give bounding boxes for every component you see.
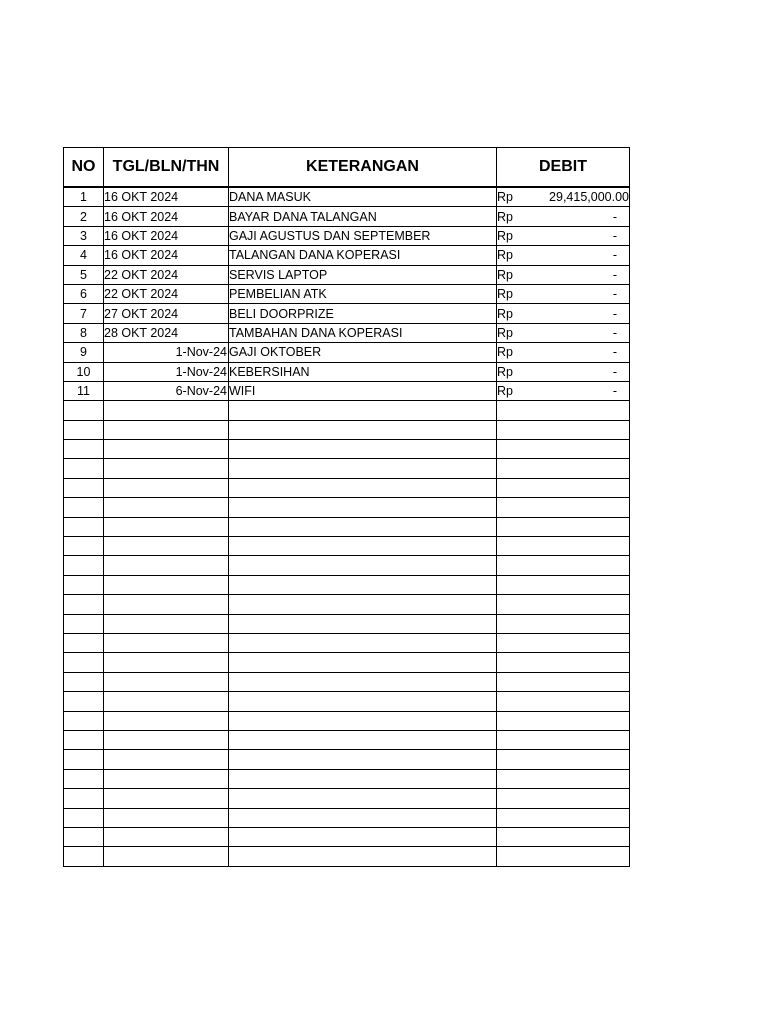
empty-cell-currency[interactable] bbox=[497, 575, 537, 594]
cell-no[interactable]: 3 bbox=[64, 226, 104, 245]
header-row bbox=[64, 148, 630, 188]
empty-cell-amount[interactable] bbox=[537, 827, 630, 846]
empty-table-row bbox=[64, 478, 630, 497]
empty-cell-currency[interactable] bbox=[497, 827, 537, 846]
empty-cell-date[interactable] bbox=[104, 614, 229, 633]
empty-cell-no[interactable] bbox=[64, 556, 104, 575]
cell-amount[interactable]: - bbox=[537, 246, 630, 265]
empty-cell-description[interactable] bbox=[229, 730, 497, 749]
cell-date[interactable]: 27 OKT 2024 bbox=[104, 304, 229, 323]
empty-cell-no[interactable] bbox=[64, 537, 104, 556]
empty-cell-no[interactable] bbox=[64, 517, 104, 536]
empty-cell-date[interactable] bbox=[104, 440, 229, 459]
empty-table-row bbox=[64, 556, 630, 575]
empty-cell-no[interactable] bbox=[64, 459, 104, 478]
empty-table-row bbox=[64, 575, 630, 594]
cell-no[interactable]: 8 bbox=[64, 323, 104, 342]
empty-cell-description[interactable] bbox=[229, 459, 497, 478]
cell-currency[interactable]: Rp bbox=[497, 187, 537, 207]
empty-cell-description[interactable] bbox=[229, 827, 497, 846]
empty-cell-amount[interactable] bbox=[537, 769, 630, 788]
cell-description[interactable]: KEBERSIHAN bbox=[229, 362, 497, 381]
empty-table-row bbox=[64, 517, 630, 536]
table-row bbox=[64, 304, 630, 323]
empty-cell-no[interactable] bbox=[64, 498, 104, 517]
empty-table-row bbox=[64, 420, 630, 439]
empty-cell-currency[interactable] bbox=[497, 672, 537, 691]
cell-date[interactable]: 1-Nov-24 bbox=[104, 343, 229, 362]
empty-cell-currency[interactable] bbox=[497, 847, 537, 866]
header-debit[interactable]: DEBIT bbox=[497, 148, 630, 188]
cell-no[interactable]: 1 bbox=[64, 187, 104, 207]
empty-table-row bbox=[64, 847, 630, 866]
cell-amount[interactable]: - bbox=[537, 323, 630, 342]
empty-cell-no[interactable] bbox=[64, 750, 104, 769]
empty-cell-currency[interactable] bbox=[497, 556, 537, 575]
empty-cell-currency[interactable] bbox=[497, 808, 537, 827]
empty-cell-date[interactable] bbox=[104, 827, 229, 846]
empty-cell-description[interactable] bbox=[229, 595, 497, 614]
cell-description[interactable]: BELI DOORPRIZE bbox=[229, 304, 497, 323]
empty-cell-no[interactable] bbox=[64, 478, 104, 497]
empty-cell-amount[interactable] bbox=[537, 847, 630, 866]
cell-date[interactable]: 6-Nov-24 bbox=[104, 381, 229, 400]
empty-cell-amount[interactable] bbox=[537, 420, 630, 439]
empty-cell-currency[interactable] bbox=[497, 653, 537, 672]
empty-cell-currency[interactable] bbox=[497, 498, 537, 517]
empty-cell-date[interactable] bbox=[104, 420, 229, 439]
empty-cell-amount[interactable] bbox=[537, 653, 630, 672]
empty-cell-description[interactable] bbox=[229, 633, 497, 652]
empty-cell-amount[interactable] bbox=[537, 537, 630, 556]
header-no[interactable]: NO bbox=[64, 148, 104, 188]
empty-table-row bbox=[64, 750, 630, 769]
empty-cell-description[interactable] bbox=[229, 517, 497, 536]
empty-cell-no[interactable] bbox=[64, 847, 104, 866]
empty-cell-date[interactable] bbox=[104, 847, 229, 866]
empty-cell-amount[interactable] bbox=[537, 459, 630, 478]
empty-cell-no[interactable] bbox=[64, 789, 104, 808]
empty-cell-description[interactable] bbox=[229, 692, 497, 711]
cell-date[interactable]: 1-Nov-24 bbox=[104, 362, 229, 381]
empty-table-row bbox=[64, 459, 630, 478]
empty-cell-currency[interactable] bbox=[497, 595, 537, 614]
empty-cell-no[interactable] bbox=[64, 614, 104, 633]
empty-table-row bbox=[64, 730, 630, 749]
empty-cell-no[interactable] bbox=[64, 692, 104, 711]
empty-cell-amount[interactable] bbox=[537, 692, 630, 711]
empty-cell-date[interactable] bbox=[104, 478, 229, 497]
cell-amount[interactable]: 29,415,000.00 bbox=[537, 187, 630, 207]
empty-cell-amount[interactable] bbox=[537, 556, 630, 575]
empty-cell-no[interactable] bbox=[64, 401, 104, 420]
empty-cell-currency[interactable] bbox=[497, 440, 537, 459]
empty-cell-date[interactable] bbox=[104, 711, 229, 730]
cell-date[interactable]: 16 OKT 2024 bbox=[104, 246, 229, 265]
cell-date[interactable]: 28 OKT 2024 bbox=[104, 323, 229, 342]
cell-date[interactable]: 16 OKT 2024 bbox=[104, 226, 229, 245]
cell-currency[interactable]: Rp bbox=[497, 381, 537, 400]
empty-table-row bbox=[64, 440, 630, 459]
empty-cell-description[interactable] bbox=[229, 672, 497, 691]
cell-date[interactable]: 22 OKT 2024 bbox=[104, 284, 229, 303]
empty-cell-description[interactable] bbox=[229, 556, 497, 575]
empty-table-row bbox=[64, 614, 630, 633]
empty-cell-date[interactable] bbox=[104, 672, 229, 691]
empty-cell-amount[interactable] bbox=[537, 498, 630, 517]
cell-description[interactable]: GAJI OKTOBER bbox=[229, 343, 497, 362]
table-row bbox=[64, 343, 630, 362]
cell-description[interactable]: TAMBAHAN DANA KOPERASI bbox=[229, 323, 497, 342]
spreadsheet-sheet bbox=[63, 147, 630, 867]
cell-currency[interactable]: Rp bbox=[497, 304, 537, 323]
empty-cell-description[interactable] bbox=[229, 614, 497, 633]
cell-description[interactable]: GAJI AGUSTUS DAN SEPTEMBER bbox=[229, 226, 497, 245]
cell-currency[interactable]: Rp bbox=[497, 265, 537, 284]
empty-cell-date[interactable] bbox=[104, 653, 229, 672]
cell-no[interactable]: 10 bbox=[64, 362, 104, 381]
empty-cell-date[interactable] bbox=[104, 692, 229, 711]
empty-cell-currency[interactable] bbox=[497, 478, 537, 497]
empty-cell-amount[interactable] bbox=[537, 672, 630, 691]
table-header bbox=[64, 148, 630, 188]
empty-cell-no[interactable] bbox=[64, 420, 104, 439]
empty-cell-date[interactable] bbox=[104, 750, 229, 769]
cell-amount[interactable]: - bbox=[537, 226, 630, 245]
empty-table-row bbox=[64, 789, 630, 808]
cell-description[interactable]: PEMBELIAN ATK bbox=[229, 284, 497, 303]
table-body bbox=[64, 187, 630, 866]
empty-table-row bbox=[64, 711, 630, 730]
empty-cell-date[interactable] bbox=[104, 498, 229, 517]
cell-description[interactable]: WIFI bbox=[229, 381, 497, 400]
empty-cell-date[interactable] bbox=[104, 633, 229, 652]
cell-date[interactable]: 16 OKT 2024 bbox=[104, 207, 229, 226]
cell-no[interactable]: 2 bbox=[64, 207, 104, 226]
cell-amount[interactable]: - bbox=[537, 207, 630, 226]
empty-cell-currency[interactable] bbox=[497, 420, 537, 439]
empty-cell-date[interactable] bbox=[104, 789, 229, 808]
cell-no[interactable]: 9 bbox=[64, 343, 104, 362]
cell-description[interactable]: TALANGAN DANA KOPERASI bbox=[229, 246, 497, 265]
empty-table-row bbox=[64, 537, 630, 556]
cell-currency[interactable]: Rp bbox=[497, 246, 537, 265]
empty-table-row bbox=[64, 672, 630, 691]
empty-table-row bbox=[64, 692, 630, 711]
empty-cell-description[interactable] bbox=[229, 711, 497, 730]
table-row bbox=[64, 246, 630, 265]
empty-table-row bbox=[64, 595, 630, 614]
empty-cell-description[interactable] bbox=[229, 847, 497, 866]
empty-table-row bbox=[64, 827, 630, 846]
cell-currency[interactable]: Rp bbox=[497, 362, 537, 381]
cell-currency[interactable]: Rp bbox=[497, 226, 537, 245]
empty-cell-currency[interactable] bbox=[497, 730, 537, 749]
empty-cell-no[interactable] bbox=[64, 808, 104, 827]
cell-amount[interactable]: - bbox=[537, 265, 630, 284]
table-row bbox=[64, 207, 630, 226]
header-date[interactable]: TGL/BLN/THN bbox=[104, 148, 229, 188]
empty-cell-date[interactable] bbox=[104, 537, 229, 556]
empty-cell-amount[interactable] bbox=[537, 750, 630, 769]
empty-cell-description[interactable] bbox=[229, 769, 497, 788]
cell-amount[interactable]: - bbox=[537, 362, 630, 381]
empty-cell-amount[interactable] bbox=[537, 730, 630, 749]
empty-table-row bbox=[64, 633, 630, 652]
cell-amount[interactable]: - bbox=[537, 343, 630, 362]
empty-cell-amount[interactable] bbox=[537, 711, 630, 730]
empty-cell-amount[interactable] bbox=[537, 808, 630, 827]
empty-cell-date[interactable] bbox=[104, 808, 229, 827]
cell-amount[interactable]: - bbox=[537, 381, 630, 400]
empty-cell-no[interactable] bbox=[64, 672, 104, 691]
cell-currency[interactable]: Rp bbox=[497, 284, 537, 303]
cell-date[interactable]: 22 OKT 2024 bbox=[104, 265, 229, 284]
table-row bbox=[64, 323, 630, 342]
empty-cell-description[interactable] bbox=[229, 789, 497, 808]
empty-cell-amount[interactable] bbox=[537, 478, 630, 497]
empty-cell-description[interactable] bbox=[229, 537, 497, 556]
cell-date[interactable]: 16 OKT 2024 bbox=[104, 187, 229, 207]
cell-description[interactable]: BAYAR DANA TALANGAN bbox=[229, 207, 497, 226]
empty-cell-no[interactable] bbox=[64, 730, 104, 749]
empty-cell-currency[interactable] bbox=[497, 537, 537, 556]
empty-cell-description[interactable] bbox=[229, 440, 497, 459]
cell-description[interactable]: DANA MASUK bbox=[229, 187, 497, 207]
cell-no[interactable]: 5 bbox=[64, 265, 104, 284]
empty-cell-currency[interactable] bbox=[497, 614, 537, 633]
empty-cell-amount[interactable] bbox=[537, 575, 630, 594]
ledger-table bbox=[63, 147, 630, 867]
empty-table-row bbox=[64, 401, 630, 420]
empty-cell-description[interactable] bbox=[229, 498, 497, 517]
cell-currency[interactable]: Rp bbox=[497, 323, 537, 342]
empty-cell-date[interactable] bbox=[104, 517, 229, 536]
empty-cell-no[interactable] bbox=[64, 653, 104, 672]
cell-currency[interactable]: Rp bbox=[497, 207, 537, 226]
empty-cell-description[interactable] bbox=[229, 653, 497, 672]
cell-currency[interactable]: Rp bbox=[497, 343, 537, 362]
empty-cell-amount[interactable] bbox=[537, 789, 630, 808]
empty-cell-description[interactable] bbox=[229, 808, 497, 827]
header-description[interactable]: KETERANGAN bbox=[229, 148, 497, 188]
empty-cell-amount[interactable] bbox=[537, 517, 630, 536]
empty-cell-date[interactable] bbox=[104, 595, 229, 614]
empty-cell-no[interactable] bbox=[64, 827, 104, 846]
empty-cell-currency[interactable] bbox=[497, 633, 537, 652]
cell-no[interactable]: 4 bbox=[64, 246, 104, 265]
empty-cell-currency[interactable] bbox=[497, 401, 537, 420]
empty-cell-no[interactable] bbox=[64, 595, 104, 614]
empty-cell-currency[interactable] bbox=[497, 789, 537, 808]
table-row bbox=[64, 265, 630, 284]
empty-cell-amount[interactable] bbox=[537, 633, 630, 652]
table-row bbox=[64, 284, 630, 303]
empty-cell-date[interactable] bbox=[104, 575, 229, 594]
table-row bbox=[64, 381, 630, 400]
empty-table-row bbox=[64, 653, 630, 672]
empty-cell-description[interactable] bbox=[229, 401, 497, 420]
empty-cell-currency[interactable] bbox=[497, 711, 537, 730]
empty-cell-currency[interactable] bbox=[497, 769, 537, 788]
empty-cell-no[interactable] bbox=[64, 633, 104, 652]
empty-cell-currency[interactable] bbox=[497, 692, 537, 711]
empty-cell-no[interactable] bbox=[64, 575, 104, 594]
empty-table-row bbox=[64, 769, 630, 788]
empty-cell-date[interactable] bbox=[104, 730, 229, 749]
empty-cell-currency[interactable] bbox=[497, 750, 537, 769]
empty-cell-amount[interactable] bbox=[537, 440, 630, 459]
empty-cell-amount[interactable] bbox=[537, 401, 630, 420]
table-row bbox=[64, 187, 630, 207]
empty-table-row bbox=[64, 808, 630, 827]
empty-cell-description[interactable] bbox=[229, 478, 497, 497]
empty-cell-no[interactable] bbox=[64, 440, 104, 459]
cell-no[interactable]: 11 bbox=[64, 381, 104, 400]
cell-description[interactable]: SERVIS LAPTOP bbox=[229, 265, 497, 284]
empty-cell-date[interactable] bbox=[104, 459, 229, 478]
empty-table-row bbox=[64, 498, 630, 517]
cell-amount[interactable]: - bbox=[537, 284, 630, 303]
empty-cell-description[interactable] bbox=[229, 575, 497, 594]
table-row bbox=[64, 362, 630, 381]
empty-cell-no[interactable] bbox=[64, 769, 104, 788]
empty-cell-currency[interactable] bbox=[497, 517, 537, 536]
cell-no[interactable]: 7 bbox=[64, 304, 104, 323]
empty-cell-date[interactable] bbox=[104, 556, 229, 575]
empty-cell-amount[interactable] bbox=[537, 595, 630, 614]
empty-cell-description[interactable] bbox=[229, 750, 497, 769]
empty-cell-description[interactable] bbox=[229, 420, 497, 439]
empty-cell-no[interactable] bbox=[64, 711, 104, 730]
cell-no[interactable]: 6 bbox=[64, 284, 104, 303]
empty-cell-currency[interactable] bbox=[497, 459, 537, 478]
empty-cell-amount[interactable] bbox=[537, 614, 630, 633]
empty-cell-date[interactable] bbox=[104, 401, 229, 420]
table-row bbox=[64, 226, 630, 245]
cell-amount[interactable]: - bbox=[537, 304, 630, 323]
empty-cell-date[interactable] bbox=[104, 769, 229, 788]
